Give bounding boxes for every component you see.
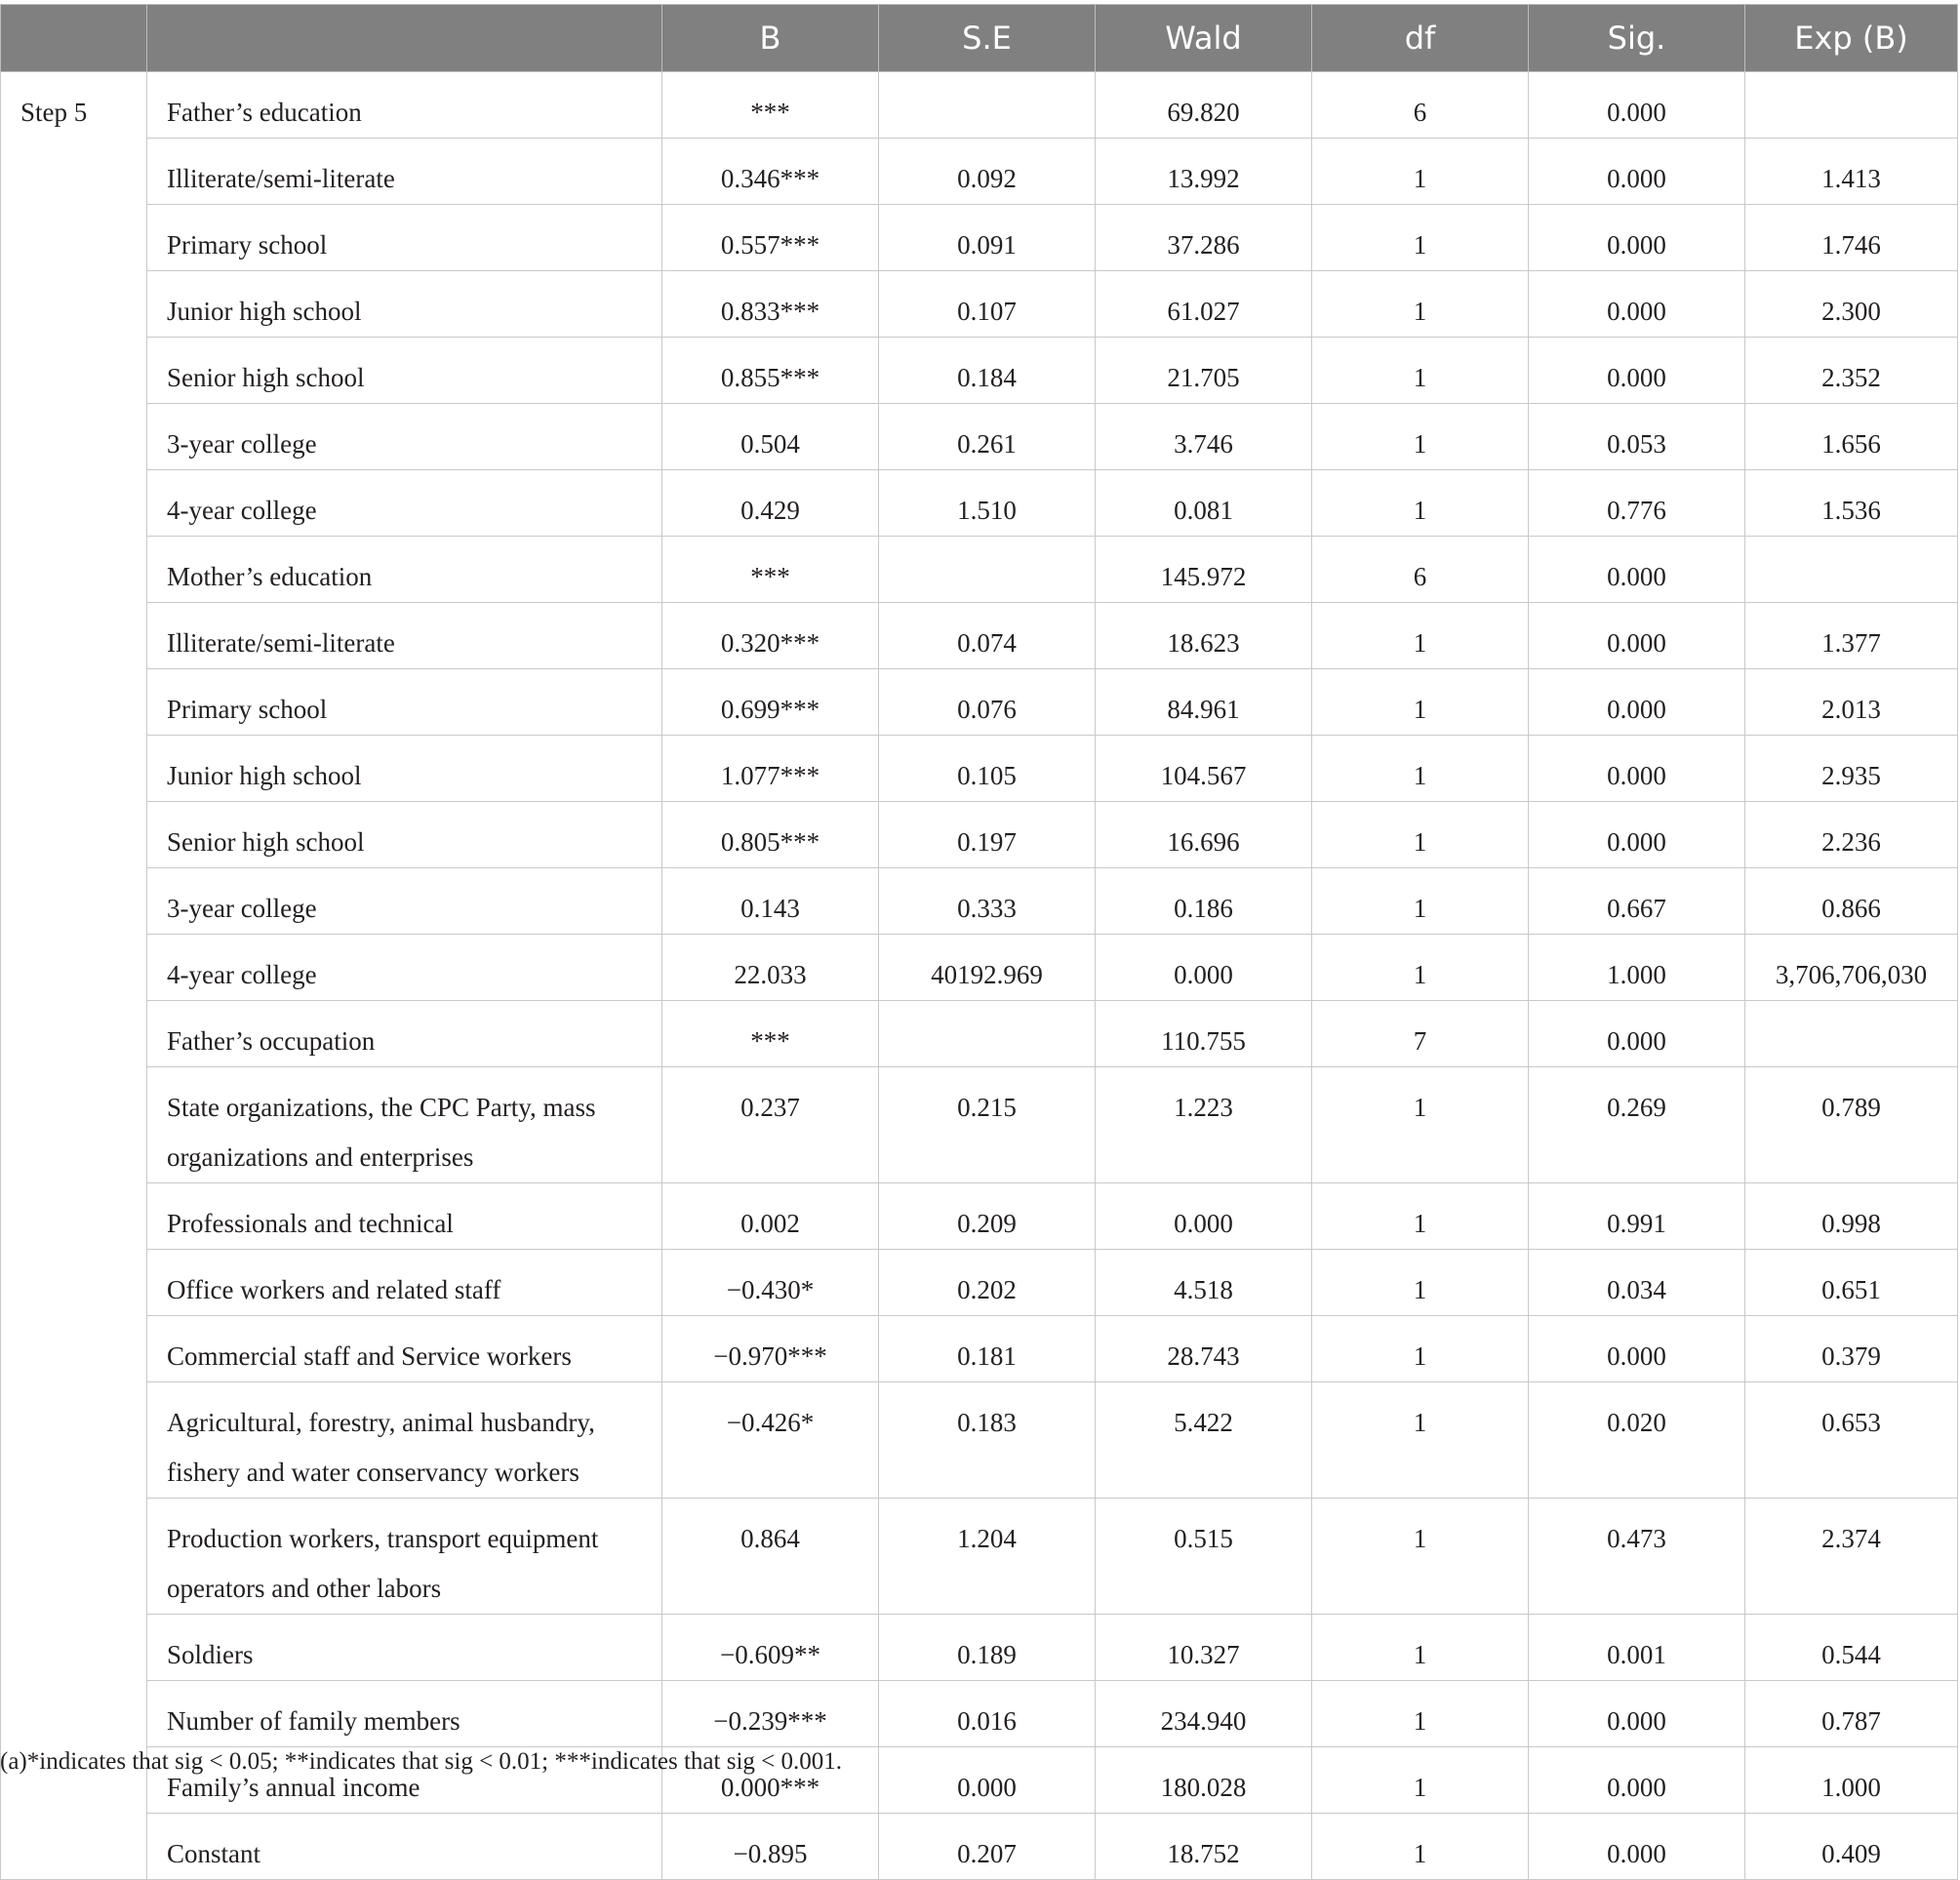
table-row (1, 1615, 1958, 1681)
cell-b: 0.143 (662, 868, 879, 935)
cell-se: 40192.969 (879, 935, 1096, 1001)
cell-df: 1 (1312, 1499, 1529, 1615)
cell-se: 0.107 (879, 271, 1096, 338)
cell-se (879, 72, 1096, 139)
cell-b: −0.430* (662, 1250, 879, 1316)
cell-b: 0.429 (662, 470, 879, 537)
cell-wald: 28.743 (1096, 1316, 1312, 1382)
cell-se: 0.076 (879, 669, 1096, 736)
cell-wald: 180.028 (1096, 1747, 1312, 1814)
cell-se: 0.181 (879, 1316, 1096, 1382)
cell-sig: 0.001 (1529, 1615, 1745, 1681)
cell-sig: 0.269 (1529, 1067, 1745, 1183)
cell-se: 0.016 (879, 1681, 1096, 1747)
row-label: Office workers and related staff (147, 1250, 662, 1316)
table-row (1, 72, 1958, 139)
cell-exp-b: 2.935 (1745, 736, 1958, 802)
row-label: Mother’s education (147, 537, 662, 603)
cell-b: 0.833*** (662, 271, 879, 338)
table-row (1, 205, 1958, 271)
cell-exp-b: 0.866 (1745, 868, 1958, 935)
cell-exp-b: 1.413 (1745, 139, 1958, 205)
cell-sig: 0.000 (1529, 1681, 1745, 1747)
cell-exp-b (1745, 537, 1958, 603)
cell-b: 0.557*** (662, 205, 879, 271)
cell-wald: 0.000 (1096, 1183, 1312, 1250)
table-row (1, 470, 1958, 537)
cell-b: *** (662, 1001, 879, 1067)
cell-b: 0.000*** (662, 1747, 879, 1814)
cell-b: *** (662, 72, 879, 139)
cell-b: 0.855*** (662, 338, 879, 404)
cell-sig: 0.991 (1529, 1183, 1745, 1250)
cell-exp-b (1745, 72, 1958, 139)
table-row (1, 935, 1958, 1001)
row-label: Soldiers (147, 1615, 662, 1681)
cell-se: 0.207 (879, 1814, 1096, 1880)
cell-wald: 84.961 (1096, 669, 1312, 736)
cell-exp-b: 2.352 (1745, 338, 1958, 404)
cell-exp-b: 0.409 (1745, 1814, 1958, 1880)
table-row (1, 802, 1958, 868)
row-label: Illiterate/semi-literate (147, 603, 662, 669)
cell-se: 0.105 (879, 736, 1096, 802)
cell-exp-b: 1.000 (1745, 1747, 1958, 1814)
row-label: Junior high school (147, 736, 662, 802)
cell-wald: 110.755 (1096, 1001, 1312, 1067)
header-row (1, 5, 1958, 72)
cell-se: 0.184 (879, 338, 1096, 404)
row-label: Family’s annual income (147, 1747, 662, 1814)
cell-se: 0.209 (879, 1183, 1096, 1250)
cell-df: 1 (1312, 338, 1529, 404)
cell-df: 1 (1312, 669, 1529, 736)
cell-wald: 234.940 (1096, 1681, 1312, 1747)
cell-exp-b: 0.787 (1745, 1681, 1958, 1747)
cell-sig: 0.000 (1529, 736, 1745, 802)
cell-se: 0.074 (879, 603, 1096, 669)
cell-b: 22.033 (662, 935, 879, 1001)
cell-exp-b: 2.236 (1745, 802, 1958, 868)
header-exp-b: Exp (B) (1745, 5, 1958, 72)
cell-wald: 21.705 (1096, 338, 1312, 404)
cell-sig: 0.473 (1529, 1499, 1745, 1615)
cell-exp-b: 0.651 (1745, 1250, 1958, 1316)
table-row (1, 1001, 1958, 1067)
cell-wald: 16.696 (1096, 802, 1312, 868)
header-se: S.E (879, 5, 1096, 72)
row-label: Father’s education (147, 72, 662, 139)
header-variable (147, 5, 662, 72)
cell-sig: 0.020 (1529, 1382, 1745, 1499)
cell-se: 0.333 (879, 868, 1096, 935)
cell-df: 1 (1312, 603, 1529, 669)
cell-b: −0.895 (662, 1814, 879, 1880)
cell-wald: 0.515 (1096, 1499, 1312, 1615)
cell-exp-b: 1.536 (1745, 470, 1958, 537)
table-row (1, 1382, 1958, 1499)
cell-wald: 5.422 (1096, 1382, 1312, 1499)
results-table-container (0, 4, 1957, 1880)
table-row (1, 404, 1958, 470)
cell-exp-b: 0.789 (1745, 1067, 1958, 1183)
cell-df: 1 (1312, 802, 1529, 868)
step-label: Step 5 (1, 72, 147, 1880)
table-row (1, 669, 1958, 736)
table-row (1, 1681, 1958, 1747)
cell-df: 1 (1312, 1747, 1529, 1814)
cell-df: 1 (1312, 1382, 1529, 1499)
cell-exp-b: 1.656 (1745, 404, 1958, 470)
cell-sig: 0.053 (1529, 404, 1745, 470)
cell-sig: 0.000 (1529, 537, 1745, 603)
logistic-regression-table (0, 4, 1958, 1880)
cell-df: 1 (1312, 470, 1529, 537)
cell-df: 1 (1312, 1681, 1529, 1747)
cell-se: 0.000 (879, 1747, 1096, 1814)
row-label: Number of family members (147, 1681, 662, 1747)
table-row (1, 1183, 1958, 1250)
table-row (1, 1316, 1958, 1382)
cell-b: 0.805*** (662, 802, 879, 868)
cell-b: 0.237 (662, 1067, 879, 1183)
cell-exp-b: 1.746 (1745, 205, 1958, 271)
table-row (1, 603, 1958, 669)
cell-wald: 3.746 (1096, 404, 1312, 470)
row-label: 3-year college (147, 868, 662, 935)
cell-wald: 18.752 (1096, 1814, 1312, 1880)
cell-wald: 0.000 (1096, 935, 1312, 1001)
header-sig: Sig. (1529, 5, 1745, 72)
cell-df: 1 (1312, 1067, 1529, 1183)
table-row (1, 1067, 1958, 1183)
table-row (1, 736, 1958, 802)
cell-se (879, 1001, 1096, 1067)
header-df: df (1312, 5, 1529, 72)
cell-wald: 1.223 (1096, 1067, 1312, 1183)
cell-se: 0.202 (879, 1250, 1096, 1316)
cell-sig: 0.000 (1529, 669, 1745, 736)
cell-sig: 0.000 (1529, 802, 1745, 868)
cell-df: 1 (1312, 205, 1529, 271)
cell-b: 1.077*** (662, 736, 879, 802)
row-label: Constant (147, 1814, 662, 1880)
row-label: Senior high school (147, 802, 662, 868)
cell-df: 1 (1312, 1615, 1529, 1681)
cell-exp-b: 0.653 (1745, 1382, 1958, 1499)
row-label: Father’s occupation (147, 1001, 662, 1067)
cell-b: −0.970*** (662, 1316, 879, 1382)
row-label: Professionals and technical (147, 1183, 662, 1250)
cell-b: 0.699*** (662, 669, 879, 736)
table-body (1, 72, 1958, 1880)
cell-sig: 0.776 (1529, 470, 1745, 537)
cell-b: −0.239*** (662, 1681, 879, 1747)
cell-wald: 0.186 (1096, 868, 1312, 935)
cell-exp-b: 1.377 (1745, 603, 1958, 669)
cell-b: *** (662, 537, 879, 603)
cell-wald: 10.327 (1096, 1615, 1312, 1681)
cell-b: 0.346*** (662, 139, 879, 205)
cell-exp-b: 0.379 (1745, 1316, 1958, 1382)
cell-wald: 37.286 (1096, 205, 1312, 271)
row-label: Primary school (147, 669, 662, 736)
cell-df: 1 (1312, 1250, 1529, 1316)
row-label: 4-year college (147, 470, 662, 537)
cell-se: 0.197 (879, 802, 1096, 868)
table-row (1, 271, 1958, 338)
cell-sig: 0.000 (1529, 271, 1745, 338)
cell-df: 1 (1312, 271, 1529, 338)
cell-sig: 1.000 (1529, 935, 1745, 1001)
cell-df: 1 (1312, 868, 1529, 935)
cell-b: −0.609** (662, 1615, 879, 1681)
row-label: Primary school (147, 205, 662, 271)
cell-se: 0.183 (879, 1382, 1096, 1499)
cell-b: 0.504 (662, 404, 879, 470)
table-row (1, 139, 1958, 205)
row-label: Senior high school (147, 338, 662, 404)
cell-wald: 104.567 (1096, 736, 1312, 802)
cell-exp-b: 3,706,706,030 (1745, 935, 1958, 1001)
row-label: 4-year college (147, 935, 662, 1001)
cell-sig: 0.034 (1529, 1250, 1745, 1316)
cell-b: −0.426* (662, 1382, 879, 1499)
table-row (1, 1250, 1958, 1316)
cell-sig: 0.000 (1529, 139, 1745, 205)
cell-sig: 0.000 (1529, 1001, 1745, 1067)
cell-df: 1 (1312, 1814, 1529, 1880)
cell-se (879, 537, 1096, 603)
row-label: Junior high school (147, 271, 662, 338)
cell-exp-b: 2.374 (1745, 1499, 1958, 1615)
table-row (1, 338, 1958, 404)
cell-df: 6 (1312, 72, 1529, 139)
cell-wald: 13.992 (1096, 139, 1312, 205)
row-label: Illiterate/semi-literate (147, 139, 662, 205)
cell-exp-b: 0.998 (1745, 1183, 1958, 1250)
cell-se: 1.510 (879, 470, 1096, 537)
cell-sig: 0.000 (1529, 1316, 1745, 1382)
table-row (1, 868, 1958, 935)
row-label: State organizations, the CPC Party, mass organizations and enterprises (147, 1067, 662, 1183)
cell-sig: 0.000 (1529, 1747, 1745, 1814)
table-row (1, 1814, 1958, 1880)
cell-df: 1 (1312, 1316, 1529, 1382)
cell-wald: 4.518 (1096, 1250, 1312, 1316)
row-label: Production workers, transport equipment operators and other labors (147, 1499, 662, 1615)
cell-b: 0.002 (662, 1183, 879, 1250)
cell-df: 6 (1312, 537, 1529, 603)
cell-exp-b: 0.544 (1745, 1615, 1958, 1681)
cell-wald: 0.081 (1096, 470, 1312, 537)
cell-sig: 0.000 (1529, 338, 1745, 404)
cell-se: 0.092 (879, 139, 1096, 205)
header-step (1, 5, 147, 72)
cell-sig: 0.000 (1529, 603, 1745, 669)
cell-wald: 69.820 (1096, 72, 1312, 139)
cell-df: 7 (1312, 1001, 1529, 1067)
table-row (1, 537, 1958, 603)
cell-se: 1.204 (879, 1499, 1096, 1615)
cell-se: 0.215 (879, 1067, 1096, 1183)
cell-df: 1 (1312, 736, 1529, 802)
cell-df: 1 (1312, 404, 1529, 470)
cell-wald: 18.623 (1096, 603, 1312, 669)
cell-sig: 0.667 (1529, 868, 1745, 935)
cell-wald: 145.972 (1096, 537, 1312, 603)
row-label: 3-year college (147, 404, 662, 470)
cell-b: 0.320*** (662, 603, 879, 669)
cell-wald: 61.027 (1096, 271, 1312, 338)
header-b: B (662, 5, 879, 72)
header-wald: Wald (1096, 5, 1312, 72)
cell-df: 1 (1312, 1183, 1529, 1250)
cell-sig: 0.000 (1529, 1814, 1745, 1880)
cell-exp-b: 2.300 (1745, 271, 1958, 338)
cell-sig: 0.000 (1529, 205, 1745, 271)
cell-df: 1 (1312, 139, 1529, 205)
cell-se: 0.261 (879, 404, 1096, 470)
cell-exp-b (1745, 1001, 1958, 1067)
table-footnote: (a)*indicates that sig < 0.05; **indicates that sig < 0.01; ***indicates that sig < 0.001. (0, 1748, 842, 1775)
row-label: Agricultural, forestry, animal husbandry, fishery and water conservancy workers (147, 1382, 662, 1499)
table-row (1, 1499, 1958, 1615)
cell-sig: 0.000 (1529, 72, 1745, 139)
cell-b: 0.864 (662, 1499, 879, 1615)
cell-se: 0.189 (879, 1615, 1096, 1681)
cell-se: 0.091 (879, 205, 1096, 271)
row-label: Commercial staff and Service workers (147, 1316, 662, 1382)
cell-df: 1 (1312, 935, 1529, 1001)
cell-exp-b: 2.013 (1745, 669, 1958, 736)
